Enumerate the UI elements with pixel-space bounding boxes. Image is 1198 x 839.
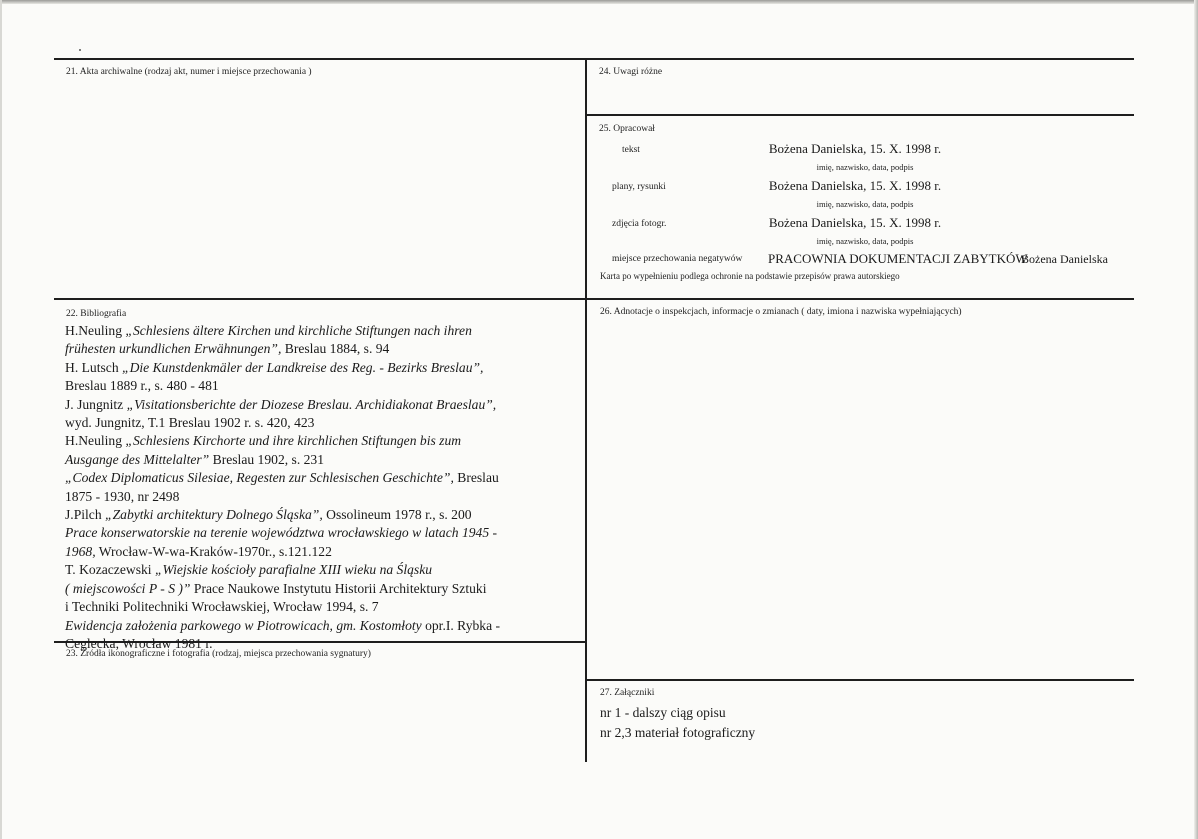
scan-edge-top	[0, 0, 1198, 4]
bibliography-line	[65, 598, 580, 616]
bibliography-text: Breslau 1902, s. 231	[209, 451, 325, 467]
scan-edge-left	[0, 0, 2, 839]
bibliography-text: wyd. Jungnitz, T.1 Breslau 1902 r. s. 420, 423	[65, 415, 315, 431]
bibliography-title: „Codex Diplomaticus Silesiae, Regesten zur Schlesischen Geschichte”,	[65, 470, 454, 486]
signature-caption-text: imię, nazwisko, data, podpis	[816, 162, 914, 172]
bibliography-text: T. Kozaczewski	[65, 562, 155, 578]
bibliography-line	[65, 580, 580, 598]
attachment-item: nr 1 - dalszy ciąg opisu	[600, 705, 726, 720]
bibliography-line	[65, 543, 580, 561]
bibliography-text: Ossolineum 1978 r., s. 200	[322, 507, 472, 523]
bibliography-line	[65, 322, 580, 340]
bibliography-title: „Schlesiens ältere Kirchen und kirchliche Stiftungen nach ihren	[125, 323, 472, 338]
section-24-label: 24. Uwagi różne	[599, 67, 663, 77]
signature-caption-plans: imię, nazwisko, data, podpis	[816, 199, 914, 209]
bibliography-text: J. Jungnitz	[65, 396, 127, 412]
bibliography-title: Ewidencja założenia parkowego w Piotrowicach, gm. Kostomłoty	[65, 617, 422, 633]
bibliography-title: „Die Kunstdenkmäler der Landkreise des Reg. - Bezirks Breslau”,	[122, 359, 484, 375]
section-22-label: 22. Bibliografia	[66, 309, 127, 319]
section-26-label: 26. Adnotacje o inspekcjach, informacje o zmianach ( daty, imiona i nazwiska wypełniających)	[600, 307, 962, 317]
bibliography-text: H.Neuling	[65, 323, 126, 338]
bibliography-line	[65, 451, 580, 469]
copyright-note: Karta po wypełnieniu podlega ochronie na podstawie przepisów prawa autorskiego	[600, 271, 900, 281]
bibliography-title: ( miejscowości P - S )”	[65, 580, 191, 596]
attachment-item: nr 2,3 materiał fotograficzny	[600, 725, 756, 740]
scan-edge-right	[1194, 0, 1198, 839]
bibliography-title: Ausgange des Mittelalter”	[65, 451, 210, 467]
bibliography-title: Prace konserwatorskie na terenie województwa wrocławskiego w latach 1945 -	[65, 525, 498, 541]
category-text: tekst	[622, 145, 640, 155]
bibliography-line	[65, 359, 580, 377]
bibliography-line	[65, 396, 580, 414]
bibliography-text: Prace Naukowe Instytutu Historii Architektury Sztuki	[190, 580, 487, 596]
bibliography-list	[65, 322, 580, 653]
middle-rule	[54, 298, 1134, 300]
speck	[79, 49, 81, 51]
bibliography-line	[65, 506, 580, 524]
bibliography-text: H.Neuling	[65, 433, 126, 449]
author-name-photos: Bożena Danielska, 15. X. 1998 r.	[768, 215, 942, 230]
bibliography-title: 1968,	[65, 543, 96, 559]
bibliography-text: J.Pilch	[65, 507, 106, 523]
rule-24-25	[586, 114, 1134, 116]
signature-caption-photos: imię, nazwisko, data, podpis	[816, 236, 914, 246]
bibliography-text: 1875 - 1930, nr 2498	[65, 488, 180, 504]
negatives-value: PRACOWNIA DOKUMENTACJI ZABYTKÓW	[768, 251, 1028, 266]
bibliography-line	[65, 469, 580, 487]
bibliography-text: Breslau 1889 r., s. 480 - 481	[65, 378, 219, 394]
negatives-label: miejsce przechowania negatywów	[612, 254, 743, 264]
center-divider	[585, 58, 587, 762]
rule-26-27	[586, 679, 1134, 681]
negatives-person: Bożena Danielska	[1021, 252, 1108, 266]
bibliography-line	[65, 561, 580, 579]
author-name-plans: Bożena Danielska, 15. X. 1998 r.	[768, 178, 942, 193]
category-photos: zdjęcia fotogr.	[612, 219, 667, 229]
bibliography-line	[65, 377, 580, 395]
bibliography-title: frühesten urkundlichen Erwähnungen”,	[65, 341, 282, 357]
author-name-text: Bożena Danielska, 15. X. 1998 r.	[768, 141, 942, 156]
bibliography-title: „Zabytki architektury Dolnego Śląska”,	[105, 507, 323, 523]
bibliography-line	[65, 340, 580, 358]
bibliography-text: Breslau	[453, 470, 499, 486]
bibliography-title: „Visitationsberichte der Diozese Breslau. Archidiakonat Braeslau”,	[126, 396, 497, 412]
bibliography-line	[65, 432, 580, 450]
section-21-label: 21. Akta archiwalne (rodzaj akt, numer i miejsce przechowania )	[66, 67, 312, 77]
bibliography-line	[65, 488, 580, 506]
section-25-label: 25. Opracował	[599, 124, 655, 134]
section-23-label: 23. Źródła ikonograficzne i fotografia (rodzaj, miejsca przechowania sygnatury)	[66, 649, 371, 659]
bibliography-text: H. Lutsch	[65, 359, 123, 375]
bibliography-text: i Techniki Politechniki Wrocławskiej, Wrocław 1994, s. 7	[65, 599, 379, 615]
bibliography-title: „Schlesiens Kirchorte und ihre kirchlichen Stiftungen bis zum	[125, 433, 462, 449]
bibliography-text: opr.I. Rybka -	[421, 617, 501, 633]
bibliography-text: Wrocław-W-wa-Kraków-1970r., s.121.122	[95, 543, 332, 559]
bibliography-line	[65, 617, 580, 635]
bibliography-text: Ceglecka, Wrocław 1981 r.	[65, 635, 213, 651]
bibliography-line	[65, 524, 580, 542]
category-plans: plany, rysunki	[612, 182, 666, 192]
top-rule	[54, 58, 1134, 60]
bibliography-text: Breslau 1884, s. 94	[281, 341, 390, 357]
section-27-label: 27. Załączniki	[600, 688, 655, 698]
bibliography-line	[65, 414, 580, 432]
bibliography-title: „Wiejskie kościoły parafialne XIII wieku na Śląsku	[154, 562, 433, 578]
